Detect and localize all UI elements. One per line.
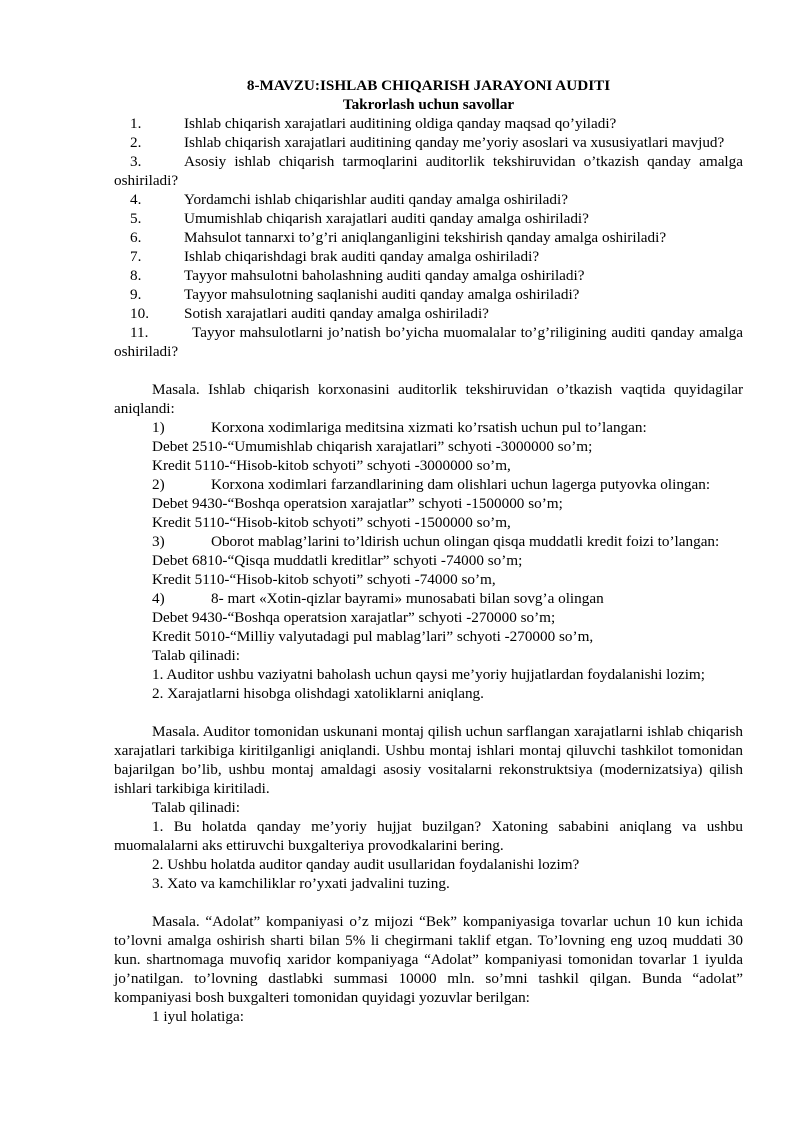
- task-item: 3. Xato va kamchiliklar ro’yxati jadvalini tuzing.: [152, 875, 450, 892]
- question-item: [114, 152, 743, 190]
- case-3: [114, 912, 743, 1026]
- question-number: 4.: [130, 191, 142, 208]
- credit-entry: Kredit 5110-“Hisob-kitob schyoti” schyoti -74000 so’m,: [152, 571, 496, 588]
- question-item: [114, 209, 743, 228]
- case-item: [114, 589, 743, 608]
- question-item: [114, 266, 743, 285]
- case-intro: Masala. Ishlab chiqarish korxonasini auditorlik tekshiruvidan o’tkazish vaqtida quyidagilar aniqlandi:: [114, 381, 743, 417]
- debit-entry: Debet 2510-“Umumishlab chiqarish xarajatlari” schyoti -3000000 so’m;: [152, 438, 593, 455]
- credit-entry: Kredit 5110-“Hisob-kitob schyoti” schyoti -3000000 so’m,: [152, 457, 511, 474]
- case-item-number: 4): [152, 590, 165, 607]
- case-item-number: 2): [152, 476, 165, 493]
- question-item: [114, 323, 743, 361]
- case-item: [114, 532, 743, 551]
- question-text: Umumishlab chiqarish xarajatlari auditi qanday amalga oshiriladi?: [184, 210, 589, 227]
- question-number: 11.: [130, 324, 149, 341]
- case-item-text: Korxona xodimlariga meditsina xizmati ko’rsatish uchun pul to’langan:: [211, 419, 647, 436]
- question-item: [114, 247, 743, 266]
- task-item: 1. Auditor ushbu vaziyatni baholash uchun qaysi me’yoriy hujjatlardan foydalanishi lozim;: [152, 666, 705, 683]
- questions-list: [114, 114, 743, 361]
- question-number: 8.: [130, 267, 142, 284]
- question-item: [114, 304, 743, 323]
- document-subtitle: Takrorlash uchun savollar: [342, 96, 515, 113]
- question-number: 2.: [130, 134, 142, 151]
- question-text: Tayyor mahsulotni baholashning auditi qanday amalga oshiriladi?: [184, 267, 585, 284]
- case-item-text: Korxona xodimlari farzandlarining dam olishlari uchun lagerga putyovka olingan:: [211, 476, 711, 493]
- question-number: 6.: [130, 229, 142, 246]
- document-title: 8-MAVZU:ISHLAB CHIQARISH JARAYONI AUDITI: [246, 77, 611, 94]
- question-text: Asosiy ishlab chiqarish tarmoqlarini auditorlik tekshiruvidan o’tkazish qanday amalga oshiriladi?: [114, 153, 743, 189]
- question-text: Ishlab chiqarish xarajatlari auditining qanday me’yoriy asoslari va xususiyatlari mavjud?: [184, 134, 725, 151]
- question-text: Sotish xarajatlari auditi qanday amalga oshiriladi?: [184, 305, 489, 322]
- question-text: Ishlab chiqarishdagi brak auditi qanday amalga oshiriladi?: [184, 248, 540, 265]
- question-number: 10.: [130, 305, 149, 322]
- debit-entry: Debet 6810-“Qisqa muddatli kreditlar” schyoti -74000 so’m;: [152, 552, 523, 569]
- required-label: Talab qilinadi:: [152, 647, 240, 664]
- case-2: [114, 722, 743, 893]
- case-intro: Masala. Auditor tomonidan uskunani montaj qilish uchun sarflangan xarajatlarni ishlab chiqarish xarajatlari tarkibiga kiritilganligi aniqlandi. Ushbu montaj ishlari montaj qiluvchi tashkilot tomonidan bajarilgan bo’lib, ushbu montaj amaldagi asosiy vositalarni rekonstruktsiya (modernizatsiya) qilish ishlari tarkibiga kiritiladi.: [114, 723, 743, 797]
- question-number: 5.: [130, 210, 142, 227]
- case-item-text: 8- mart «Xotin-qizlar bayrami» munosabati bilan sovg’a olingan: [211, 590, 604, 607]
- required-label: Talab qilinadi:: [152, 799, 240, 816]
- task-item: 2. Xarajatlarni hisobga olishdagi xatoliklarni aniqlang.: [152, 685, 484, 702]
- question-item: [114, 114, 743, 133]
- debit-entry: Debet 9430-“Boshqa operatsion xarajatlar” schyoti -1500000 so’m;: [152, 495, 563, 512]
- question-item: [114, 228, 743, 247]
- task-item: 2. Ushbu holatda auditor qanday audit usullaridan foydalanishi lozim?: [152, 856, 580, 873]
- case-item-number: 3): [152, 533, 165, 550]
- question-text: Yordamchi ishlab chiqarishlar auditi qanday amalga oshiriladi?: [184, 191, 568, 208]
- question-text: Tayyor mahsulotlarni jo’natish bo’yicha muomalalar to’g’riligining auditi qanday amalga oshiriladi?: [114, 324, 743, 360]
- question-text: Tayyor mahsulotning saqlanishi auditi qanday amalga oshiriladi?: [184, 286, 580, 303]
- question-item: [114, 285, 743, 304]
- debit-entry: Debet 9430-“Boshqa operatsion xarajatlar” schyoti -270000 so’m;: [152, 609, 556, 626]
- question-number: 1.: [130, 115, 142, 132]
- question-number: 9.: [130, 286, 142, 303]
- case-item-text: Oborot mablag’larini to’ldirish uchun olingan qisqa muddatli kredit foizi to’langan:: [211, 533, 720, 550]
- case-intro: Masala. “Adolat” kompaniyasi o’z mijozi “Bek” kompaniyasiga tovarlar uchun 10 kun ichida to’lovni amalga oshirish sharti bilan 5% li chegirmani taklif etgan. To’lovning eng uzoq muddati 30 kun. shartnomaga muvofiq xaridor kompaniyaga “Adolat” kompaniyasi tomonidan tovarlar 1 iyulda jo’natilgan. to’lovning dastlabki summasi 10000 mln. so’mni tashkil qilgan. Bunda “adolat” kompaniyasi bosh buxgalteri tomonidan quyidagi yozuvlar berilgan:: [114, 913, 743, 1006]
- credit-entry: Kredit 5010-“Milliy valyutadagi pul mablag’lari” schyoti -270000 so’m,: [152, 628, 594, 645]
- case-item: [114, 475, 743, 494]
- question-text: Mahsulot tannarxi to’g’ri aniqlanganligini tekshirish qanday amalga oshiriladi?: [184, 229, 667, 246]
- credit-entry: Kredit 5110-“Hisob-kitob schyoti” schyoti -1500000 so’m,: [152, 514, 511, 531]
- question-number: 7.: [130, 248, 142, 265]
- question-item: [114, 133, 743, 152]
- question-item: [114, 190, 743, 209]
- question-number: 3.: [130, 153, 142, 170]
- case-1: [114, 380, 743, 703]
- case-item: [114, 418, 743, 437]
- question-text: Ishlab chiqarish xarajatlari auditining oldiga qanday maqsad qo’yiladi?: [184, 115, 617, 132]
- date-line: 1 iyul holatiga:: [152, 1008, 244, 1025]
- task-item: 1. Bu holatda qanday me’yoriy hujjat buzilgan? Xatoning sababini aniqlang va ushbu muomalalarni aks ettiruvchi buxgalteriya provodkalarini bering.: [114, 818, 743, 854]
- case-item-number: 1): [152, 419, 165, 436]
